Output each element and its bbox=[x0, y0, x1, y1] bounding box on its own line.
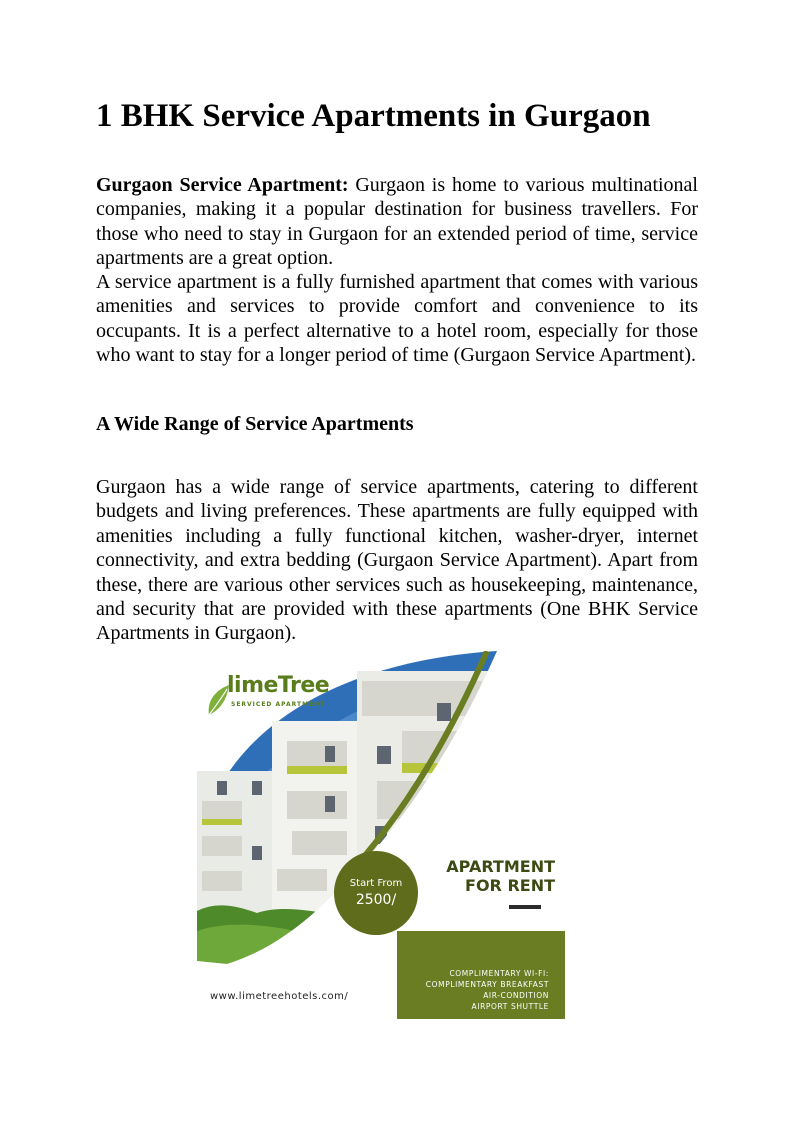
logo-brand: limeTree bbox=[227, 673, 330, 698]
apartment-ad-image bbox=[197, 651, 565, 1019]
service-apartment-paragraph: A service apartment is a fully furnished apartment that comes with various amenities and services to provide comfort and convenience to its occupants. It is a perfect alternative to a hotel room, especially for those who want to stay for a longer period of time (Gurgaon Service Apartment). bbox=[96, 271, 698, 367]
price-value: 2500/ bbox=[355, 892, 397, 908]
price-label: Start From bbox=[349, 878, 403, 889]
ad-headline bbox=[446, 857, 555, 895]
amenity-item: COMPLIMENTARY WI-FI: bbox=[449, 969, 549, 978]
logo-subtitle: SERVICED APARTMENT bbox=[231, 701, 326, 708]
amenities-list bbox=[426, 968, 549, 1012]
page-title: 1 BHK Service Apartments in Gurgaon bbox=[96, 98, 651, 134]
section-heading: A Wide Range of Service Apartments bbox=[96, 413, 414, 435]
amenity-item: AIRPORT SHUTTLE bbox=[471, 1002, 549, 1011]
price-badge bbox=[334, 851, 418, 935]
headline-line-1: APARTMENT bbox=[446, 857, 555, 876]
limetree-logo bbox=[205, 663, 330, 721]
intro-text: Gurgaon is home to various multinational companies, making it a popular destination for business travellers. For those who need to stay in Gurgaon for an extended period of time, service apartments are a great option. bbox=[96, 174, 698, 270]
range-paragraph: Gurgaon has a wide range of service apartments, catering to different budgets and living preferences. These apartments are fully equipped with amenities including a fully functional kitchen, washer-dryer, internet connectivity, and extra bedding (Gurgaon Service Apartment). Apart from these, there are various other services such as housekeeping, maintenance, and security that are provided with these apartments (One BHK Service Apartments in Gurgaon). bbox=[96, 476, 698, 645]
website-url: www.limetreehotels.com/ bbox=[210, 991, 349, 1002]
intro-lead: Gurgaon Service Apartment: bbox=[96, 174, 349, 196]
headline-divider bbox=[509, 905, 541, 909]
amenity-item: COMPLIMENTARY BREAKFAST bbox=[425, 980, 549, 989]
amenity-item: AIR-CONDITION bbox=[483, 991, 549, 1000]
intro-paragraph bbox=[96, 173, 698, 271]
headline-line-2: FOR RENT bbox=[465, 876, 555, 895]
